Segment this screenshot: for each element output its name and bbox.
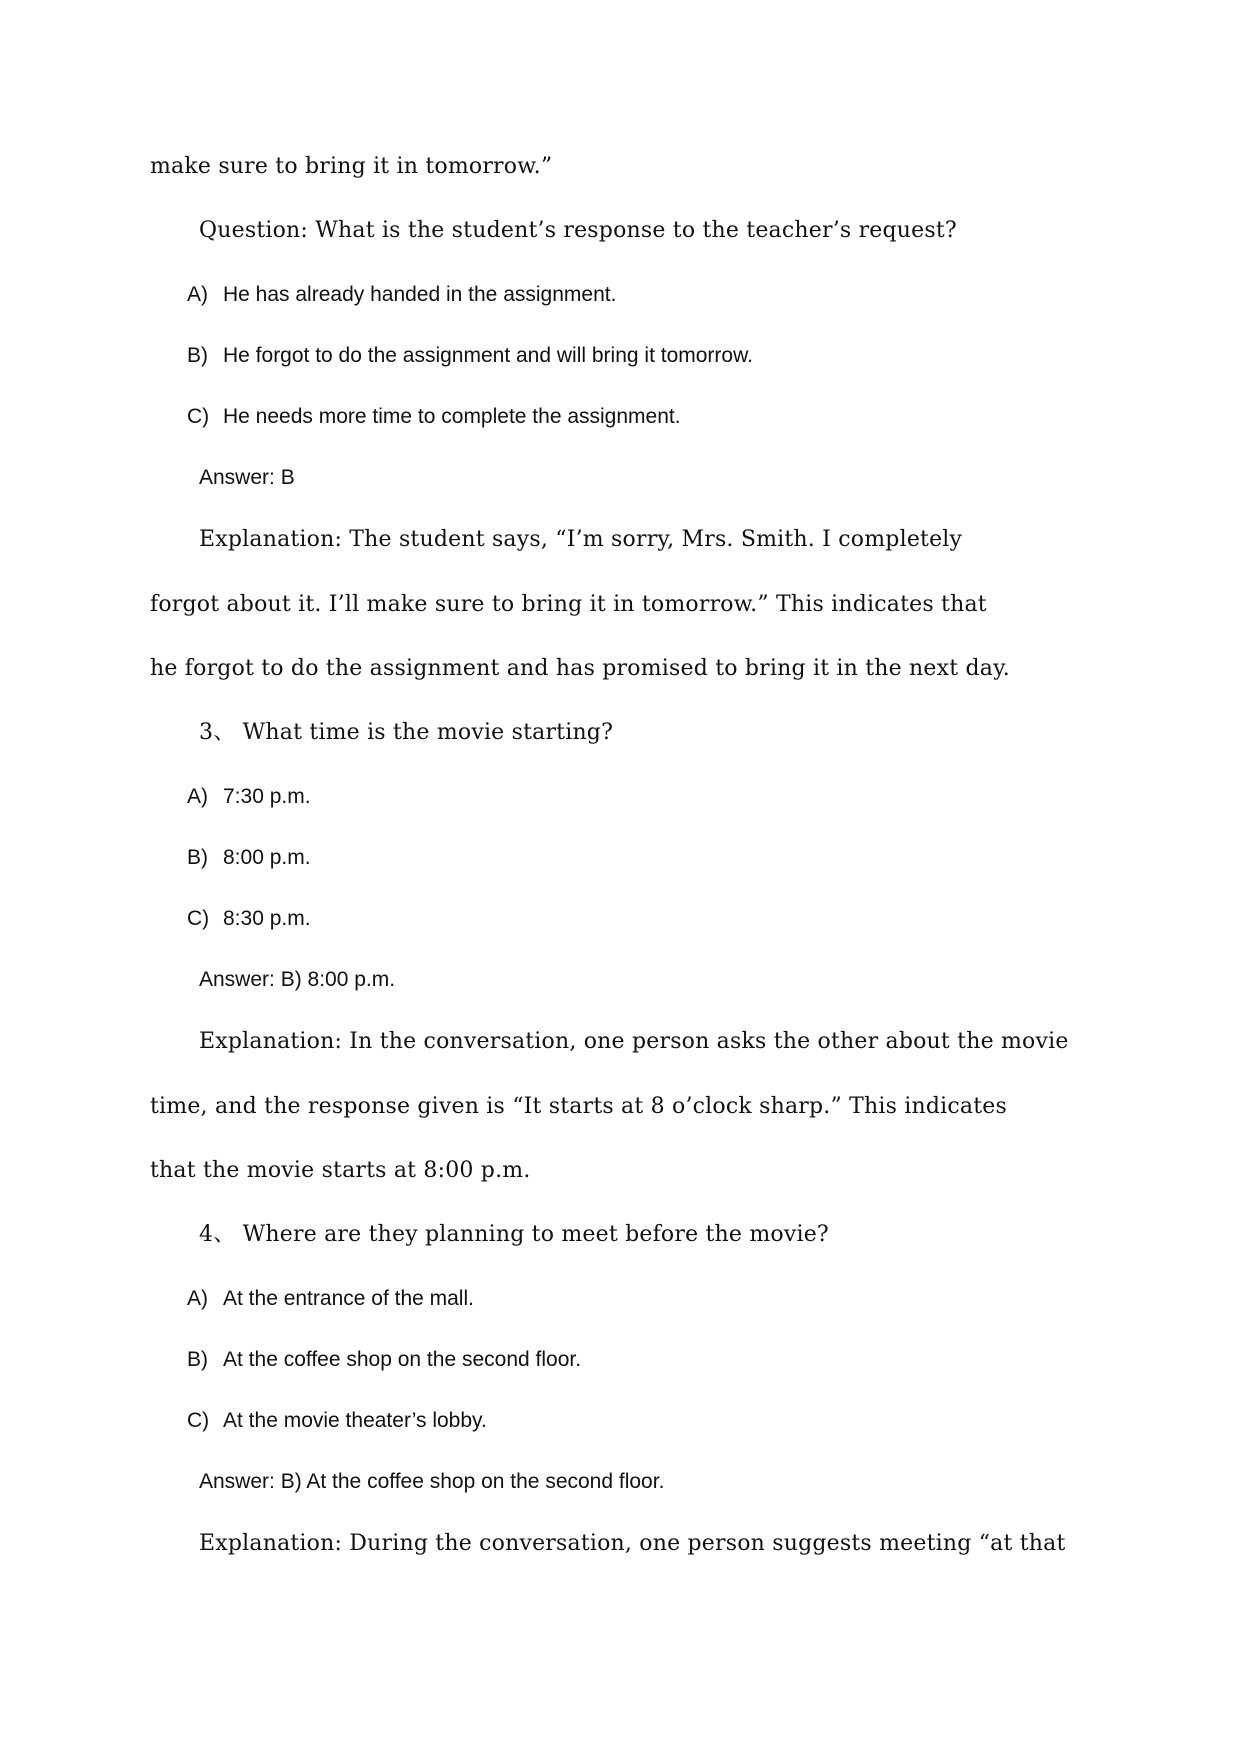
q3-option-b bbox=[187, 847, 311, 868]
option-text: At the coffee shop on the second floor. bbox=[223, 1348, 582, 1371]
q4-option-a bbox=[187, 1288, 474, 1309]
q3-explanation-line-2: time, and the response given is “It starts at 8 o’clock sharp.” This indicates bbox=[150, 1094, 1007, 1119]
option-text: 7:30 p.m. bbox=[223, 785, 311, 808]
option-letter: B) bbox=[187, 344, 208, 367]
q2-explanation-line-3: he forgot to do the assignment and has promised to bring it in the next day. bbox=[150, 656, 1010, 681]
option-text: He needs more time to complete the assignment. bbox=[223, 405, 681, 428]
option-letter: B) bbox=[187, 846, 208, 869]
q4-option-b bbox=[187, 1349, 581, 1370]
option-text: 8:00 p.m. bbox=[223, 846, 311, 869]
q2-answer: Answer: B bbox=[199, 466, 295, 489]
option-text: 8:30 p.m. bbox=[223, 907, 311, 930]
option-text: He forgot to do the assignment and will bring it tomorrow. bbox=[223, 344, 753, 367]
q3-option-a bbox=[187, 786, 311, 807]
q3-answer: Answer: B) 8:00 p.m. bbox=[199, 968, 396, 991]
q2-explanation-line-1: Explanation: The student says, “I’m sorry, Mrs. Smith. I completely bbox=[199, 527, 963, 552]
option-letter: B) bbox=[187, 1348, 208, 1371]
option-text: He has already handed in the assignment. bbox=[223, 283, 617, 306]
q4-option-c bbox=[187, 1410, 487, 1431]
option-text: At the movie theater’s lobby. bbox=[223, 1409, 487, 1432]
option-text: At the entrance of the mall. bbox=[223, 1287, 474, 1310]
question-3-text: 3、 What time is the movie starting? bbox=[199, 720, 614, 745]
q2-option-c bbox=[187, 406, 681, 427]
option-letter: A) bbox=[187, 283, 208, 306]
q3-option-c bbox=[187, 908, 311, 929]
q3-explanation-line-1: Explanation: In the conversation, one person asks the other about the movie bbox=[199, 1029, 1069, 1054]
intro-tail-text: make sure to bring it in tomorrow.” bbox=[150, 154, 553, 179]
q3-explanation-line-3: that the movie starts at 8:00 p.m. bbox=[150, 1158, 531, 1183]
option-letter: C) bbox=[187, 907, 210, 930]
q4-answer: Answer: B) At the coffee shop on the second floor. bbox=[199, 1470, 665, 1493]
q2-option-a bbox=[187, 284, 616, 305]
option-letter: C) bbox=[187, 405, 210, 428]
q2-option-b bbox=[187, 345, 753, 366]
option-letter: C) bbox=[187, 1409, 210, 1432]
q4-explanation-line-1: Explanation: During the conversation, one person suggests meeting “at that bbox=[199, 1531, 1066, 1556]
option-letter: A) bbox=[187, 1287, 208, 1310]
option-letter: A) bbox=[187, 785, 208, 808]
question-2-text: Question: What is the student’s response to the teacher’s request? bbox=[199, 218, 957, 243]
q2-explanation-line-2: forgot about it. I’ll make sure to bring it in tomorrow.” This indicates that bbox=[150, 592, 987, 617]
question-4-text: 4、 Where are they planning to meet before the movie? bbox=[199, 1222, 829, 1247]
